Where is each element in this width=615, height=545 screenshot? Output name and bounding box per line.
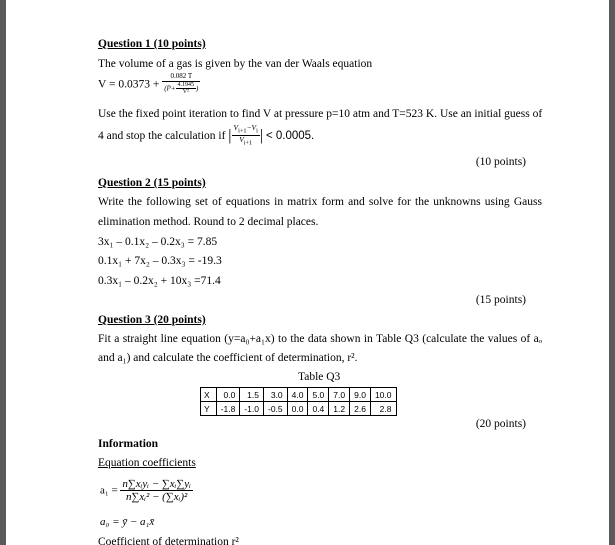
q2-line1: Write the following set of equations in matrix form and solve for the unknowns using Gauss: [98, 196, 542, 208]
q1-eq-den-open: (P+: [164, 84, 176, 93]
table-cell: -1.0: [240, 402, 264, 416]
table-row-x: [201, 388, 397, 402]
a1-formula: [100, 478, 193, 503]
table-cell: 2.8: [370, 402, 396, 416]
table-cell: Y: [201, 402, 217, 416]
table-cell: 1.5: [240, 388, 264, 402]
q1-stop-criterion: [232, 124, 260, 148]
table-cell: 7.0: [329, 388, 350, 402]
a1-lhs: a₁ =: [100, 484, 118, 497]
q1-line2: 4 and stop the calculation if | $\frac{V_{i+1}-V_i}{V_{i+1}}$ | < 0.0005.: [98, 123, 315, 147]
q3-points: (20 points): [475, 418, 526, 430]
table-row-y: [201, 402, 397, 416]
q1-eq-numerator: 0.082 T: [162, 73, 200, 82]
stop-num-sub2: i: [256, 127, 258, 135]
q1-eq-den-den: V²: [182, 89, 189, 96]
stop-num-sub: i+1: [238, 127, 247, 135]
table-cell: 9.0: [350, 388, 371, 402]
q2-eq2: 0.1x₁ + 7x₂ – 0.3x₃ = -19.3: [98, 255, 222, 267]
q3-line1: Fit a straight line equation (y=a₀+a₁x) to the data shown in Table Q3 (calculate the values of aₒ: [98, 333, 542, 345]
table-cell: 0.0: [216, 388, 240, 402]
document-page: [6, 0, 609, 545]
info-subheading: Equation coefficients: [98, 457, 196, 469]
info-heading: Information: [98, 438, 159, 450]
q1-line2-tail: < 0.0005.: [265, 129, 315, 142]
table-cell: 4.0: [287, 388, 308, 402]
q1-eq-lhs: V = 0.0373 +: [98, 78, 160, 91]
q2-eq1: 3x₁ – 0.1x₂ – 0.2x₃ = 7.85: [98, 236, 218, 248]
q1-heading: Question 1 (10 points): [98, 38, 206, 50]
stop-den-sub: i+1: [243, 139, 253, 147]
q3-line2: and a₁) and calculate the coefficient of determination, r².: [98, 352, 358, 364]
table-cell: 1.2: [329, 402, 350, 416]
q2-points: (15 points): [475, 294, 526, 306]
a1-denominator: n∑xᵢ² − (∑xᵢ)²: [126, 491, 188, 504]
q1-intro: The volume of a gas is given by the van der Waals equation: [98, 58, 373, 70]
table-cell: -1.8: [216, 402, 240, 416]
q1-eq-fraction: [162, 73, 200, 96]
q1-line2-text: 4 and stop the calculation if: [98, 129, 226, 142]
table-q3: [200, 387, 397, 416]
q1-equation: [98, 73, 200, 96]
stop-den-v: V: [239, 135, 244, 145]
q3-heading: Question 3 (20 points): [98, 314, 206, 326]
table-q3-title: Table Q3: [298, 371, 341, 383]
table-cell: 2.6: [350, 402, 371, 416]
a0-formula: a₀ = ȳ − a₁x̄: [100, 516, 155, 528]
info-cut-line: Coefficient of determination r²: [98, 536, 239, 545]
q1-points: (10 points): [475, 156, 526, 168]
table-cell: 5.0: [308, 388, 329, 402]
q1-eq-den-num: 4.1945: [177, 81, 195, 88]
a1-fraction: [120, 478, 192, 503]
table-cell: X: [201, 388, 217, 402]
table-cell: -0.5: [263, 402, 287, 416]
q2-line2: elimination method. Round to 2 decimal places.: [98, 216, 319, 228]
table-cell: 0.0: [287, 402, 308, 416]
q1-eq-den-close: ): [196, 84, 199, 93]
q2-heading: Question 2 (15 points): [98, 177, 206, 189]
table-cell: 10.0: [370, 388, 396, 402]
table-cell: 3.0: [263, 388, 287, 402]
stop-num-mid: −V: [246, 123, 257, 132]
q1-eq-denominator: [162, 82, 200, 96]
q2-eq3: 0.3x₁ – 0.2x₂ + 10x₃ =71.4: [98, 275, 221, 287]
a1-numerator: n∑xᵢyᵢ − ∑xᵢ∑yᵢ: [122, 478, 191, 490]
table-cell: 0.4: [308, 402, 329, 416]
q1-line1: Use the fixed point iteration to find V at pressure p=10 atm and T=523 K. Use an initial guess of: [98, 108, 543, 120]
stop-num-v: V: [233, 123, 239, 132]
